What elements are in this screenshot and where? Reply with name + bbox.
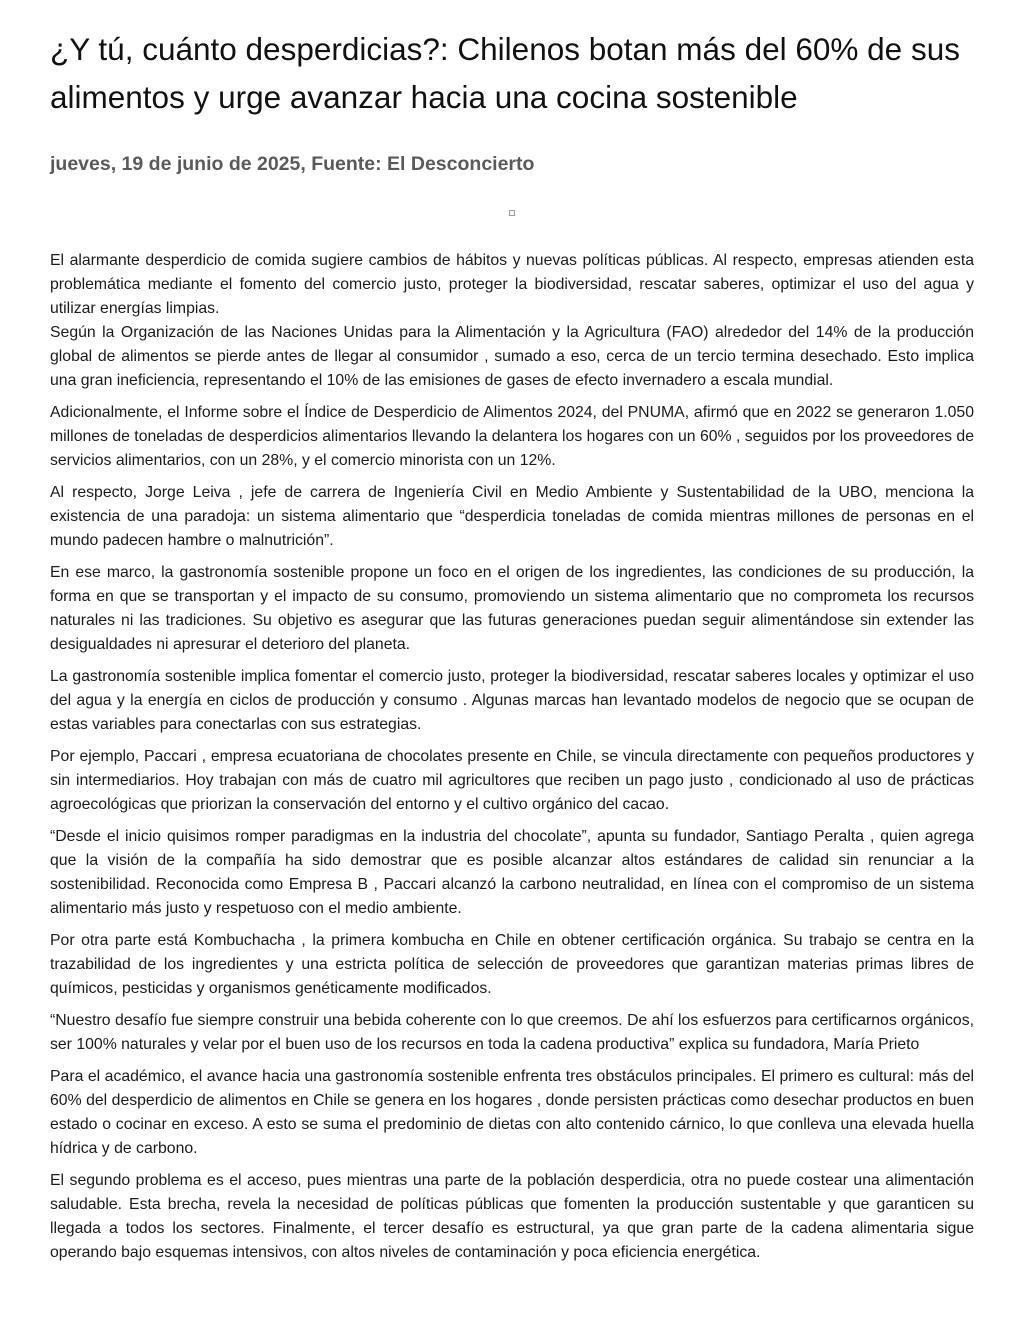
article-paragraph: Al respecto, Jorge Leiva , jefe de carrera de Ingeniería Civil en Medio Ambiente y Sustentabilidad de la UBO, menciona la existencia de una paradoja: un sistema alimentario que “desperdicia toneladas de comida mientras millones de personas en el mundo padecen hambre o malnutrición”. <box>50 484 974 549</box>
broken-image-icon <box>509 210 515 216</box>
article-paragraph: Adicionalmente, el Informe sobre el Índice de Desperdicio de Alimentos 2024, del PNUMA, afirmó que en 2022 se generaron 1.050 millones de toneladas de desperdicios alimentarios llevando la delantera los hogares con un 60% , seguidos por los proveedores de servicios alimentarios, con un 28%, y el comercio minorista con un 12%. <box>50 404 974 469</box>
article-paragraph: “Nuestro desafío fue siempre construir una bebida coherente con lo que creemos. De ahí los esfuerzos para certificarnos orgánicos, ser 100% naturales y velar por el buen uso de los recursos en toda la cadena productiva” explica su fundadora, María Prieto <box>50 1012 974 1053</box>
article-paragraph: El alarmante desperdicio de comida sugiere cambios de hábitos y nuevas políticas públicas. Al respecto, empresas atienden esta problemática mediante el fomento del comercio justo, proteger la biodiversidad, rescatar saberes, optimizar el uso del agua y utilizar energías limpias. <box>50 252 974 317</box>
article-title: ¿Y tú, cuánto desperdicias?: Chilenos botan más del 60% de sus alimentos y urge avanzar hacia una cocina sostenible <box>50 31 960 115</box>
article-paragraph: “Desde el inicio quisimos romper paradigmas en la industria del chocolate”, apunta su fundador, Santiago Peralta , quien agrega que la visión de la compañía ha sido demostrar que es posible alcanzar altos estándares de calidad sin renunciar a la sostenibilidad. Reconocida como Empresa B , Paccari alcanzó la carbono neutralidad, en línea con el compromiso de un sistema alimentario más justo y respetuoso con el medio ambiente. <box>50 828 974 917</box>
article-paragraph: Según la Organización de las Naciones Unidas para la Alimentación y la Agricultura (FAO) alrededor del 14% de la producción global de alimentos se pierde antes de llegar al consumidor , sumado a eso, cerca de un tercio termina desechado. Esto implica una gran ineficiencia, representando el 10% de las emisiones de gases de efecto invernadero a escala mundial. <box>50 324 974 389</box>
article-body <box>50 249 974 1265</box>
article-paragraph: Por otra parte está Kombuchacha , la primera kombucha en Chile en obtener certificación orgánica. Su trabajo se centra en la trazabilidad de los ingredientes y una estricta política de selección de proveedores que garantizan materias primas libres de químicos, pesticidas y organismos genéticamente modificados. <box>50 932 974 997</box>
article-paragraph: El segundo problema es el acceso, pues mientras una parte de la población desperdicia, otra no puede costear una alimentación saludable. Esta brecha, revela la necesidad de políticas públicas que fomenten la producción sustentable y que garanticen su llegada a todos los sectores. Finalmente, el tercer desafío es estructural, ya que gran parte de la cadena alimentaria sigue operando bajo esquemas intensivos, con altos niveles de contaminación y poca eficiencia energética. <box>50 1172 974 1261</box>
article-paragraph: La gastronomía sostenible implica fomentar el comercio justo, proteger la biodiversidad, rescatar saberes locales y optimizar el uso del agua y la energía en ciclos de producción y consumo . Algunas marcas han levantado modelos de negocio que se ocupan de estas variables para conectarlas con sus estrategias. <box>50 668 974 733</box>
article-paragraph: Para el académico, el avance hacia una gastronomía sostenible enfrenta tres obstáculos principales. El primero es cultural: más del 60% del desperdicio de alimentos en Chile se genera en los hogares , donde persisten prácticas como desechar productos en buen estado o cocinar en exceso. A esto se suma el predominio de dietas con alto contenido cárnico, lo que conlleva una elevada huella hídrica y de carbono. <box>50 1068 974 1157</box>
article-paragraph: Por ejemplo, Paccari , empresa ecuatoriana de chocolates presente en Chile, se vincula directamente con pequeños productores y sin intermediarios. Hoy trabajan con más de cuatro mil agricultores que reciben un pago justo , condicionado al uso de prácticas agroecológicas que priorizan la conservación del entorno y el cultivo orgánico del cacao. <box>50 748 974 813</box>
article-meta: jueves, 19 de junio de 2025, Fuente: El Desconcierto <box>50 153 535 175</box>
article-paragraph: En ese marco, la gastronomía sostenible propone un foco en el origen de los ingredientes, las condiciones de su producción, la forma en que se transportan y el impacto de su consumo, promoviendo un sistema alimentario que no comprometa los recursos naturales ni las tradiciones. Su objetivo es asegurar que las futuras generaciones puedan seguir alimentándose sin extender las desigualdades ni apresurar el deterioro del planeta. <box>50 564 974 653</box>
